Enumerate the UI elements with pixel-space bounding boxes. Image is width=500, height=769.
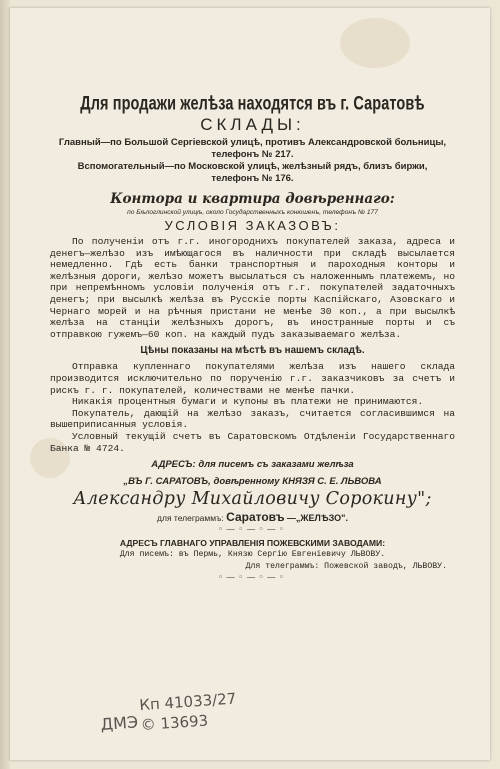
office-address: по Бѣлоглинской улицѣ, около Государственныхъ конюшенъ, телефонъ № 177 <box>127 209 378 216</box>
telegram-code: —„ЖЕЛѢЗО". <box>286 513 348 524</box>
binding-edge <box>0 0 10 769</box>
office-heading: Контора и квартира довѣреннаго: <box>110 191 395 207</box>
aux-warehouse-phone: телефонъ № 176. <box>211 173 294 184</box>
aux-warehouse-address <box>50 161 455 185</box>
agent-name: Александру Михайловичу Сорокину"; <box>73 489 432 510</box>
account-paragraph: Условный текущій счетъ въ Саратовскомъ Отдѣленіи Государственнаго Банка № 4724. <box>50 430 455 454</box>
aux-warehouse-text: Вспомогательный—по Московской улицѣ, желѣзный рядъ, близъ биржи, <box>77 161 428 172</box>
document-body <box>50 92 455 583</box>
letters-address: „ВЪ Г. САРАТОВЪ, довѣренному КНЯЗЯ С. Е. ЛЬВОВА <box>123 476 382 488</box>
telegram-label: для телеграммъ: <box>157 513 224 524</box>
telegram-address <box>50 510 455 525</box>
conditions-paragraph: По полученіи отъ г.г. иногороднихъ покупателей заказа, адреса и денегъ—желѣзо изъ имѣющагося въ наличности при складѣ высылается немедленно. Гдѣ есть банки транспортныя и пароходныя конторы и желѣзныя дороги, желѣзо можетъ высылаться съ наложеннымъ платежемъ, но при непремѣнномъ условіи полученія отъ г.г. покупателей задаточныхъ денегъ; при высылкѣ желѣза въ Русскіе порты Каспійскаго, Азовскаго и Чернаго морей и на рѣчныя пристани не менѣе 30 коп., а при высылкѣ желѣза на станціи желѣзныхъ дорогъ, въ иностранные порты и съ отправкою гужемъ—60 коп. на каждый пудъ заказываемаго желѣза. <box>50 236 455 340</box>
archive-mark: © 13693 <box>140 711 209 735</box>
ornament-separator: ◦—◦—◦—◦ <box>217 573 288 584</box>
document-title: Для продажи желѣза находятся въ г. Саратовѣ <box>80 93 425 115</box>
paper-stain <box>340 18 410 68</box>
archive-mark: ДМЭ <box>99 712 139 734</box>
agreement-paragraph: Покупатель, дающій на желѣзо заказъ, считается согласившимся на вышеприписанныя условія. <box>50 407 455 431</box>
archive-mark: Кп 41033/27 <box>138 689 237 715</box>
securities-paragraph: Никакія процентныя бумаги и купоны въ платежи не принимаются. <box>72 396 424 408</box>
letters-address-label: АДРЕСЪ: для писемъ съ заказами желѣза <box>151 459 354 471</box>
management-telegrams: Для телеграммъ: Пожевской заводъ, ЛЬВОВУ. <box>245 562 447 572</box>
conditions-section <box>50 236 455 454</box>
management-letters: Для писемъ: въ Пермь, Князю Сергію Евгеніевичу ЛЬВОВУ. <box>119 550 386 560</box>
shipping-paragraph: Отправка купленнаго покупателями желѣза изъ нашего склада производится исключительно по порученію г.г. заказчиковъ за счетъ и рискъ г. г. покупателей, количествами не менѣе пачки. <box>50 361 455 396</box>
ornament-separator: ◦—◦—◦—◦ <box>217 525 288 536</box>
main-warehouse-address <box>50 137 455 161</box>
warehouses-heading: СКЛАДЫ: <box>200 115 305 134</box>
main-warehouse-text: Главный—по Большой Сергіевской улицѣ, противъ Александровской больницы, <box>58 137 447 148</box>
main-warehouse-phone: телефонъ № 217. <box>211 149 294 160</box>
management-heading: АДРЕСЪ ГЛАВНАГО УПРАВЛЕНІЯ ПОЖЕВСКИМИ ЗАВОДАМИ: <box>119 538 386 549</box>
prices-note: Цѣны показаны на мѣстѣ въ нашемъ складѣ. <box>140 345 365 357</box>
telegram-city: Саратовъ <box>226 510 285 525</box>
conditions-heading: УСЛОВІЯ ЗАКАЗОВЪ: <box>164 218 341 233</box>
